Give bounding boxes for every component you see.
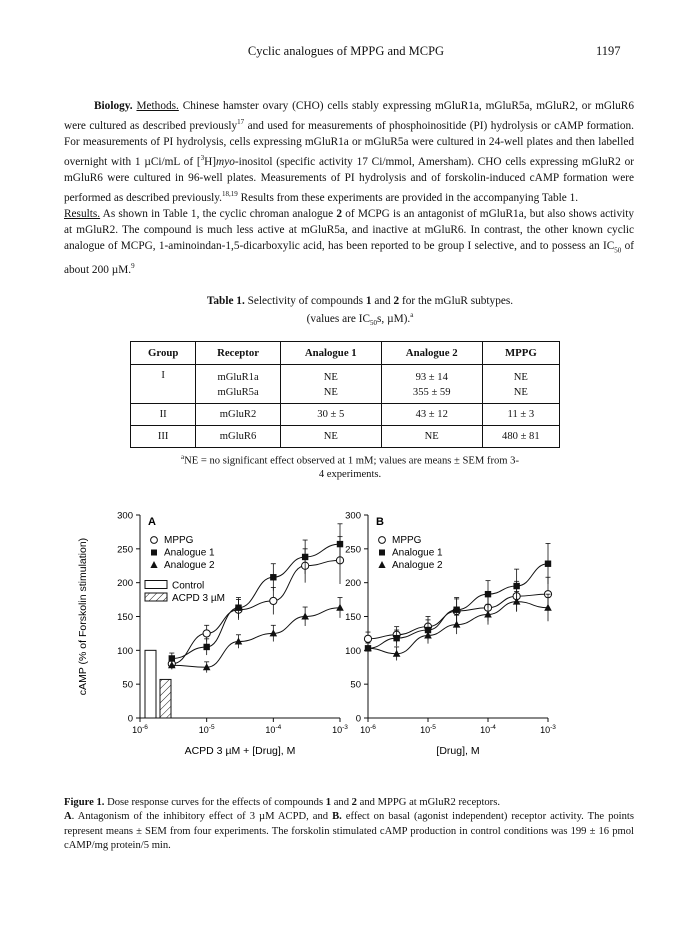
footnote-text: NE = no significant effect observed at 1 mM; values are means ± SEM from 3-4 experiments. <box>184 455 520 480</box>
methods-label: Methods. <box>136 100 179 112</box>
figure-caption-detail <box>64 810 634 853</box>
data-point-analogue-1 <box>235 605 241 611</box>
y-tick-label: 50 <box>122 679 133 691</box>
legend-marker-mppg <box>151 537 158 544</box>
x-tick-label: $10^{-5}$ <box>198 724 215 735</box>
table-cell: 11 ± 3 <box>482 404 559 426</box>
data-point-analogue-1 <box>513 583 519 589</box>
data-point-analogue-2 <box>336 604 344 611</box>
caption-text: Dose response curves for the effects of compounds <box>107 797 324 808</box>
biology-heading: Biology. <box>94 100 133 112</box>
legend-label: Control <box>172 580 205 592</box>
table-cell: mGluR2 <box>196 404 280 426</box>
table-cell: 93 ± 14 <box>381 365 482 387</box>
y-tick-label: 300 <box>117 510 133 522</box>
panel-ref: B. <box>332 811 342 823</box>
legend-label: MPPG <box>164 535 194 546</box>
caption-text: and MPPG at mGluR2 receptors. <box>359 797 500 808</box>
table-cell: 30 ± 5 <box>280 404 381 426</box>
table-cell: I <box>131 365 196 387</box>
data-point-analogue-1 <box>337 541 343 547</box>
x-tick-label: $10^{-5}$ <box>420 724 436 735</box>
figure-label: Figure 1. <box>64 797 105 808</box>
footnote-marker: a <box>180 453 185 461</box>
caption-text: for the mGluR subtypes. (values are IC <box>306 295 514 325</box>
table-header: Analogue 1 <box>280 342 381 365</box>
table-cell: II <box>131 404 196 426</box>
ref: 9 <box>131 262 135 271</box>
methods-text: Results from these experiments are provided in the accompanying Table 1. <box>240 191 579 204</box>
subscript: 50 <box>614 246 622 255</box>
methods-text: H] <box>204 155 217 168</box>
caption-text: s, µM). <box>377 312 411 325</box>
caption-text: effect on basal (agonist independent) receptor activity. The points represent means ± SEM from four experiments. The forskolin stimulated cAMP production in control conditions was 199 ± 16 pmol cAMP/mg protein/5 min. <box>64 811 634 852</box>
subscript: 50 <box>370 319 378 328</box>
table-cell: NE <box>482 365 559 387</box>
y-tick-label: 250 <box>345 544 361 556</box>
ref: 18,19 <box>222 190 238 198</box>
table-header: Receptor <box>196 342 280 365</box>
x-axis-label: [Drug], M <box>436 745 480 757</box>
caption-text: and <box>333 797 350 808</box>
data-point-analogue-1 <box>485 591 491 597</box>
running-header-title: Cyclic analogues of MPPG and MCPG <box>247 44 445 58</box>
x-tick-label: $10^{-4}$ <box>480 724 496 735</box>
results-text: As shown in Table 1, the cyclic chroman analogue <box>102 207 334 220</box>
table-cell: mGluR6 <box>196 426 280 448</box>
compound-ref: 1 <box>365 295 372 307</box>
y-tick-label: 0 <box>355 713 361 725</box>
y-tick-label: 50 <box>350 679 361 691</box>
compound-ref: 1 <box>325 797 332 808</box>
results-text: of about 200 µM. <box>64 240 634 277</box>
compound-ref: 2 <box>336 207 343 220</box>
footnote-marker: a <box>410 311 414 319</box>
x-tick-label: $10^{-4}$ <box>265 724 282 735</box>
caption-text: . Antagonism of the inhibitory effect of 3 µM ACPD, and <box>71 811 329 823</box>
compound-ref: 2 <box>393 295 400 307</box>
table-header: Group <box>131 342 196 365</box>
data-point-mppg <box>270 597 277 604</box>
legend-label: Analogue 2 <box>392 560 443 571</box>
legend-label: Analogue 1 <box>164 547 215 559</box>
myo-italic: myo <box>216 155 235 168</box>
data-point-mppg <box>203 630 210 637</box>
y-tick-label: 150 <box>117 612 133 623</box>
caption-text: and <box>374 295 391 307</box>
methods-text: Chinese hamster ovary (CHO) cells stably expressing mGluR1a, mGluR5a, mGluR2, or mGluR6 were cultured as described previously <box>64 100 634 132</box>
y-tick-label: 200 <box>117 578 133 590</box>
compound-ref: 2 <box>351 797 357 808</box>
x-tick-label: $10^{-6}$ <box>132 724 148 735</box>
data-point-mppg <box>364 635 371 642</box>
methods-text: and used for measurements of phosphoinositide (PI) hydrolysis or cAMP formation. For measurements of PI hydrolysis, cells expressing mGluR1a or mGluR5a were cultured in 24-well plates and then labelled overnight with 1 µCi/mL of [ <box>64 119 634 168</box>
y-tick-label: 200 <box>345 578 361 590</box>
x-tick-label: $10^{-6}$ <box>360 724 376 735</box>
legend-marker-analogue-1 <box>379 550 385 556</box>
methods-text: -inositol (specific activity 17 Ci/mmol, Amersham). CHO cells expressing mGluR2 or mGluR6 were cultured in 96-well plates. Measurements of PI hydrolysis and of forskolin-induced cAMP formation were performed as described previously. <box>64 155 634 204</box>
bar-control <box>145 650 156 718</box>
table-cell: 480 ± 81 <box>482 426 559 448</box>
bar-acpd-3-m <box>160 679 171 718</box>
data-point-analogue-1 <box>302 554 308 560</box>
data-point-analogue-1 <box>453 607 459 613</box>
legend-label: Analogue 1 <box>392 547 443 559</box>
table-label: Table 1. <box>206 295 245 307</box>
table-cell: NE <box>280 386 381 404</box>
table-header: Analogue 2 <box>381 342 482 365</box>
data-point-analogue-1 <box>545 561 551 567</box>
data-point-analogue-1 <box>169 655 175 661</box>
ref: 17 <box>237 118 245 127</box>
page-number: 1197 <box>596 44 621 58</box>
table-cell: mGluR1a <box>196 365 280 387</box>
legend-marker-analogue-1 <box>151 550 157 556</box>
y-tick-label: 100 <box>345 645 361 657</box>
panel-label: B <box>376 516 384 528</box>
figure-caption-line <box>64 796 634 810</box>
legend-marker-analogue-2 <box>150 561 157 568</box>
table-cell: NE <box>280 426 381 448</box>
legend-label: MPPG <box>392 535 422 546</box>
y-tick-label: 150 <box>345 612 361 623</box>
table-cell: NE <box>381 426 482 448</box>
data-point-analogue-1 <box>393 635 399 641</box>
panel-label: A <box>148 516 156 528</box>
results-text: of MCPG is an antagonist of mGluR1a, but also shows activity at mGluR2. The compound is much less active at mGluR5a, and inactive at mGluR6. In contrast, the other known cyclic analogue of MCPG, 1-aminoindan-1,5-dicarboxylic acid, has been reported to be group I selective, and to possess an IC <box>64 207 635 253</box>
table-cell: 43 ± 12 <box>381 404 482 426</box>
legend-label: Analogue 2 <box>164 560 215 571</box>
legend-swatch-acpd <box>145 593 167 601</box>
y-tick-label: 300 <box>345 510 361 522</box>
isotope: 3 <box>200 154 205 163</box>
table-header: MPPG <box>482 342 559 365</box>
y-tick-label: 100 <box>117 645 133 657</box>
x-tick-label: $10^{-3}$ <box>332 724 348 735</box>
table-cell: NE <box>482 386 559 404</box>
panel-ref: A <box>64 811 72 823</box>
y-axis-label: cAMP (% of Forskolin stimulation) <box>77 537 89 696</box>
legend-label: ACPD 3 µM <box>172 593 225 604</box>
table-cell: III <box>131 426 196 448</box>
legend-swatch-control <box>145 581 167 589</box>
legend-marker-mppg <box>379 537 386 544</box>
data-point-analogue-1 <box>203 644 209 650</box>
results-label: Results. <box>64 207 101 220</box>
table-cell: 355 ± 59 <box>381 386 482 404</box>
legend-marker-analogue-2 <box>378 561 385 568</box>
y-tick-label: 250 <box>117 544 133 556</box>
caption-text: Selectivity of compounds <box>247 295 364 307</box>
table-cell: NE <box>280 365 381 387</box>
x-tick-label: $10^{-3}$ <box>540 724 556 735</box>
data-point-analogue-1 <box>270 574 276 580</box>
figure-caption <box>64 796 634 854</box>
table-cell: mGluR5a <box>196 386 280 404</box>
y-tick-label: 0 <box>127 713 133 725</box>
x-axis-label: ACPD 3 µM + [Drug], M <box>184 745 296 757</box>
